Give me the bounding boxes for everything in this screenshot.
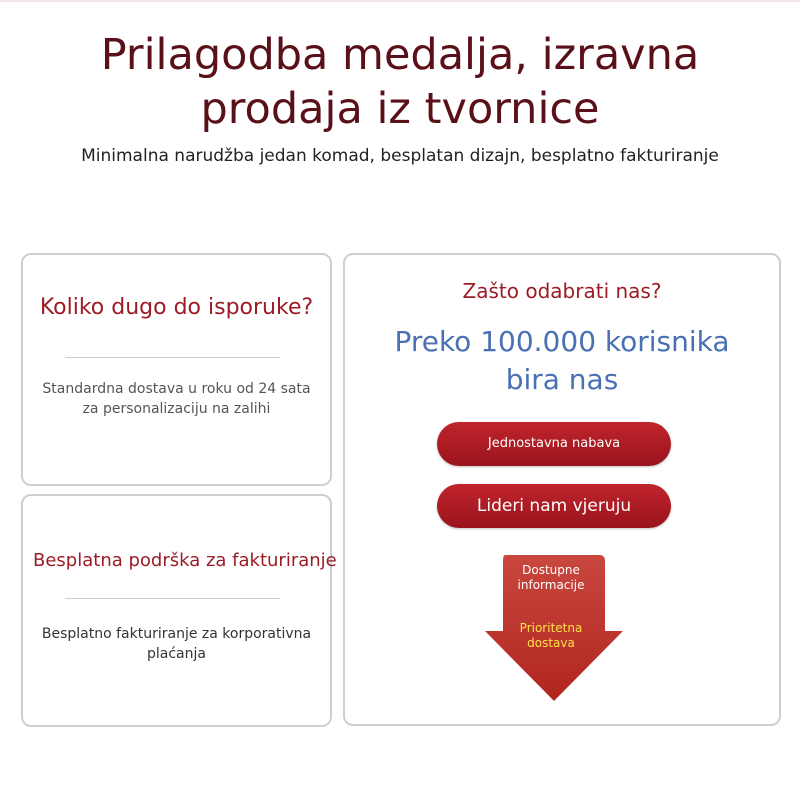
delivery-card xyxy=(21,253,332,486)
page-title: Prilagodba medalja, izravna prodaja iz tvornice xyxy=(100,30,700,134)
users-highlight: Preko 100.000 korisnika bira nas xyxy=(394,325,730,396)
priority-arrow xyxy=(481,555,627,703)
top-border xyxy=(0,0,800,2)
invoice-card-title: Besplatna podrška za fakturiranje xyxy=(33,550,337,571)
delivery-card-divider xyxy=(65,357,280,358)
delivery-card-title: Koliko dugo do isporuke? xyxy=(39,295,314,320)
priority-delivery-label: Prioritetna dostava xyxy=(519,621,583,650)
invoice-card xyxy=(21,494,337,727)
why-choose-us-heading: Zašto odabrati nas? xyxy=(462,279,662,303)
page-subtitle: Minimalna narudžba jedan komad, besplatan dizajn, besplatno fakturiranje xyxy=(81,146,719,166)
why-choose-us-card xyxy=(343,253,781,726)
trusted-by-leaders-button[interactable]: Lideri nam vjeruju xyxy=(437,484,671,528)
delivery-card-text: Standardna dostava u roku od 24 sata za personalizaciju na zalihi xyxy=(42,381,311,417)
invoice-card-divider xyxy=(65,598,280,599)
easy-procurement-button[interactable]: Jednostavna nabava xyxy=(437,422,671,466)
available-info-label: Dostupne informacije xyxy=(517,563,585,592)
invoice-card-text: Besplatno fakturiranje za korporativna plaćanja xyxy=(41,626,312,662)
